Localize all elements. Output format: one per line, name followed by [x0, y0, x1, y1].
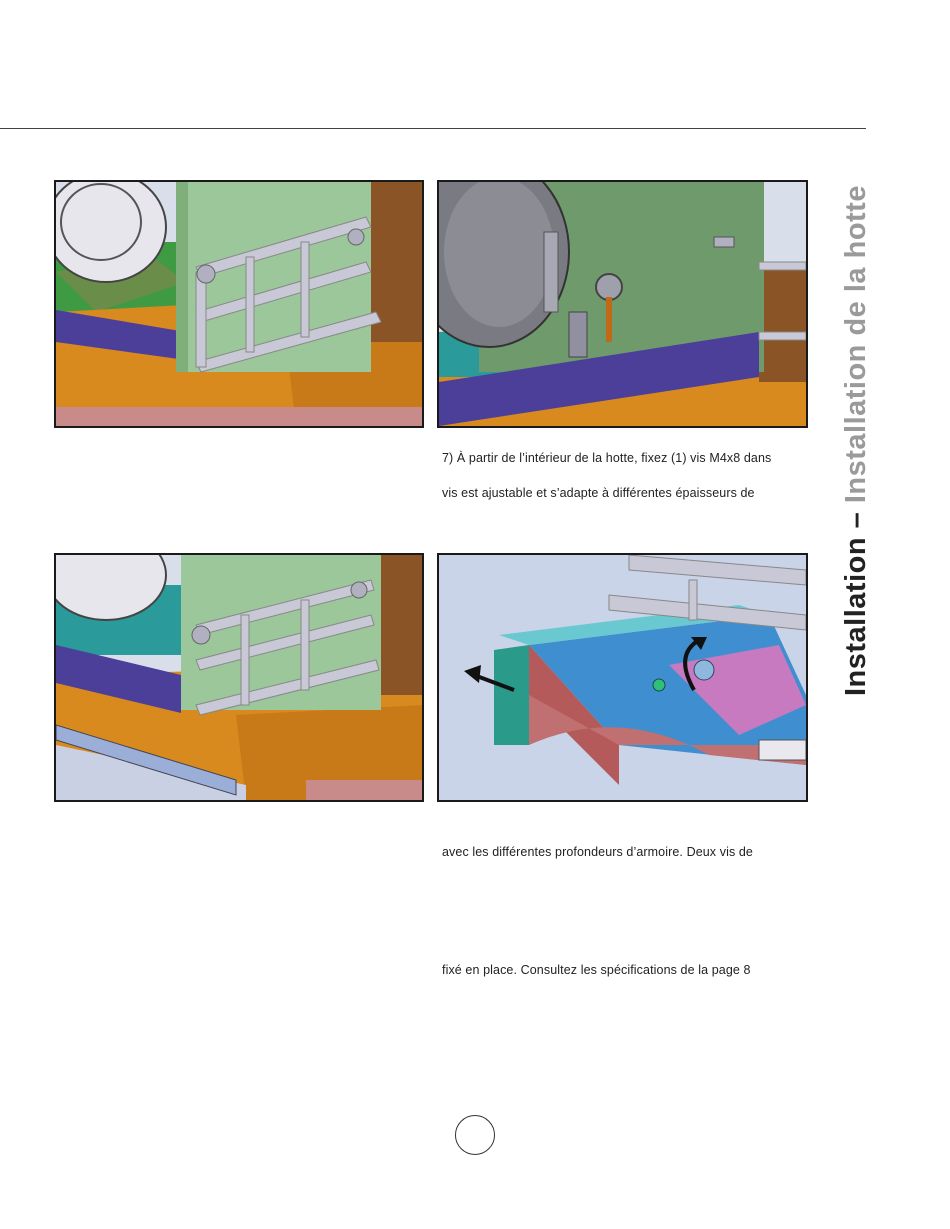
figure-3-illustration — [56, 555, 422, 800]
instruction-line-1: 7) À partir de l’intérieur de la hotte, fixez (1) vis M4x8 dans — [442, 451, 772, 465]
section-title-main: Installation – — [840, 503, 872, 696]
section-title — [836, 166, 876, 696]
page-number-badge — [455, 1115, 495, 1155]
header-rule — [0, 128, 866, 129]
figure-4-illustration — [439, 555, 806, 800]
figure-4 — [437, 553, 808, 802]
section-title-sub: Installation de la hotte — [840, 185, 872, 504]
figure-3 — [54, 553, 424, 802]
figure-1 — [54, 180, 424, 428]
figure-2 — [437, 180, 808, 428]
instruction-line-2: vis est ajustable et s’adapte à différentes épaisseurs de — [442, 486, 755, 500]
instruction-line-4: fixé en place. Consultez les spécifications de la page 8 — [442, 963, 751, 977]
figure-1-illustration — [56, 182, 422, 426]
figure-2-illustration — [439, 182, 806, 426]
instruction-line-3: avec les différentes profondeurs d’armoire. Deux vis de — [442, 845, 753, 859]
